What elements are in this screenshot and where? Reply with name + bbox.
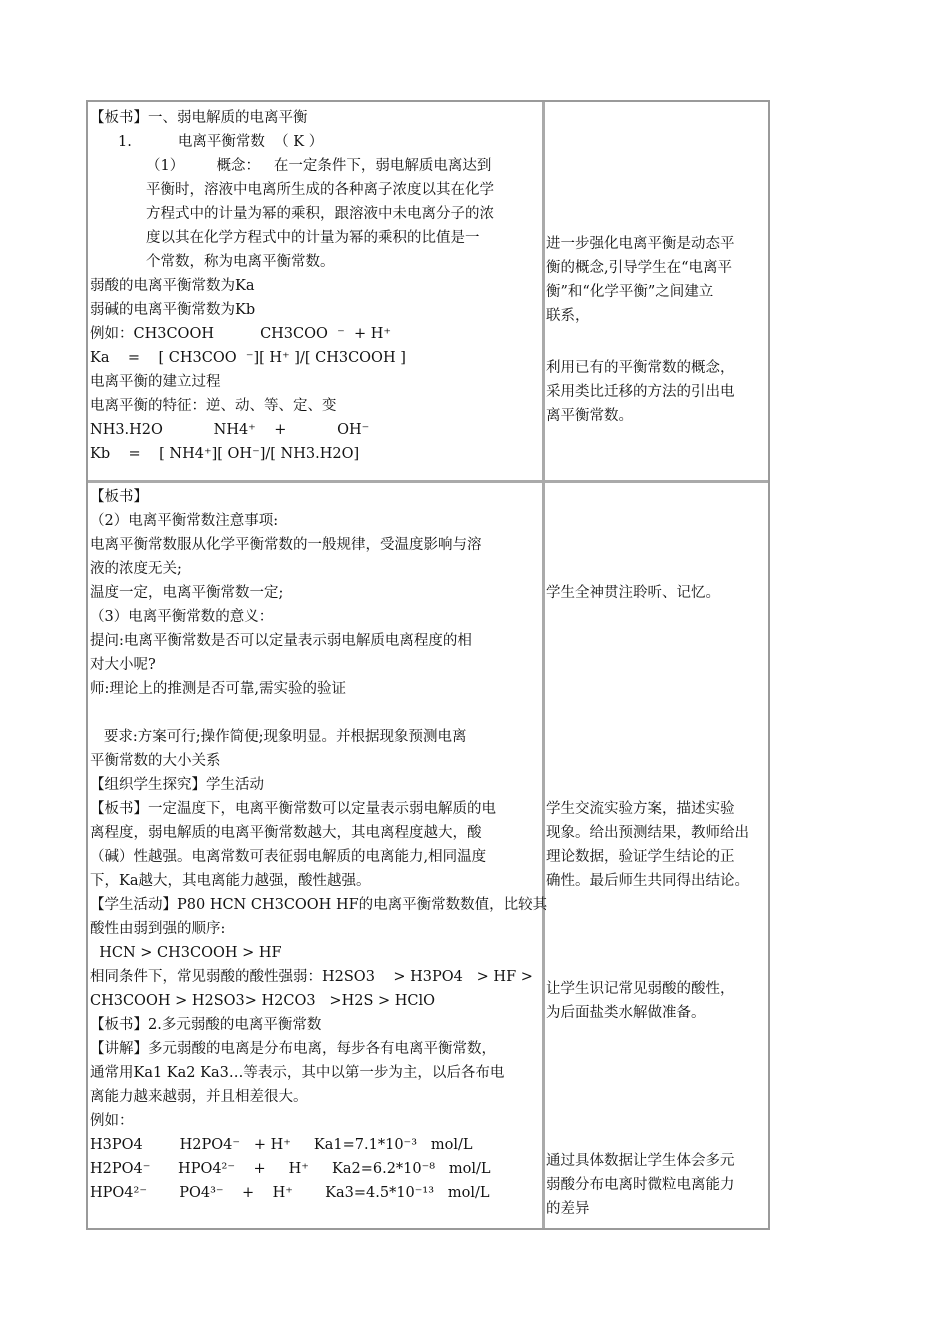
s1-right-line: 进一步强化电离平衡是动态平 [546,236,735,252]
s1-left-line: 【板书】一、弱电解质的电离平衡 [90,110,308,126]
s2-left-line: 【板书】2.多元弱酸的电离平衡常数 [90,1017,322,1033]
s1-right-line: 利用已有的平衡常数的概念， [546,360,735,376]
column-divider [542,102,545,1228]
s1-left-line: 弱酸的电离平衡常数为Ka [90,278,255,294]
s2-right-line: 的差异 [546,1201,590,1217]
s2-left-line: H3PO4 H2PO4⁻ + H⁺ Ka1=7.1*10⁻³ mol/L [90,1137,473,1153]
s2-left-line: 例如： [90,1113,134,1129]
s2-left-line: 离能力越来越弱，并且相差很大。 [90,1089,308,1105]
s2-right-line: 让学生识记常见弱酸的酸性， [546,981,735,997]
s1-left-line: 方程式中的计量为幂的乘积，跟溶液中未电离分子的浓 [146,206,494,222]
s1-right-line: 采用类比迁移的方法的引出电 [546,384,735,400]
s2-left-line: 【板书】一定温度下，电离平衡常数可以定量表示弱电解质的电 [90,801,496,817]
s1-right-line: 衡”和“化学平衡”之间建立 [546,284,714,300]
s2-right-line: 为后面盐类水解做准备。 [546,1005,706,1021]
s1-right-line: 联系， [546,308,590,324]
s2-right-line: 理论数据，验证学生结论的正 [546,849,735,865]
s2-left-line: 【板书】 [90,489,148,505]
s1-left-line: 电离平衡的特征：逆、动、等、定、变 [90,398,337,414]
s2-left-line: 【讲解】多元弱酸的电离是分布电离，每步各有电离平衡常数， [90,1041,496,1057]
s1-right-line: 衡的概念,引导学生在“电离平 [546,260,733,276]
s1-left-line: 度以其在化学方程式中的计量为幂的乘积的比值是一 [146,230,480,246]
s2-right-line: 学生交流实验方案，描述实验 [546,801,735,817]
lesson-table [86,100,770,1230]
s1-left-line: 例如：CH3COOH CH3COO ⁻ + H⁺ [90,326,392,342]
s2-right-line: 确性。最后师生共同得出结论。 [546,873,749,889]
s2-left-line: （碱）性越强。电离常数可表征弱电解质的电离能力,相同温度 [90,849,487,865]
s2-left-line: 酸性由弱到强的顺序: [90,921,226,937]
s2-left-line: 电离平衡常数服从化学平衡常数的一般规律，受温度影响与溶 [90,537,482,553]
s2-left-line: 液的浓度无关; [90,561,182,577]
s2-left-line: 要求:方案可行;操作简便;现象明显。并根据现象预测电离 [90,729,467,745]
s2-left-line: HCN > CH3COOH > HF [90,945,282,961]
s2-left-line: 平衡常数的大小关系 [90,753,221,769]
s1-left-line: 1. 电离平衡常数 （ K ） [118,134,324,150]
s1-left-line: Ka = [ CH3COO ⁻][ H⁺ ]/[ CH3COOH ] [90,350,406,366]
s2-left-line: 温度一定，电离平衡常数一定; [90,585,284,601]
s2-left-line: （3）电离平衡常数的意义： [90,609,274,625]
s1-left-line: （1） 概念： 在一定条件下，弱电解质电离达到 [146,158,492,174]
s1-left-line: Kb = [ NH4⁺][ OH⁻]/[ NH3.H2O] [90,446,360,462]
s2-left-line: 下，Ka越大，其电离能力越强，酸性越强。 [90,873,371,889]
s2-right-line: 现象。给出预测结果，教师给出 [546,825,749,841]
s1-right-line: 离平衡常数。 [546,408,633,424]
s2-left-line: 【组织学生探究】学生活动 [90,777,264,793]
s1-left-line: 电离平衡的建立过程 [90,374,221,390]
row-divider [88,480,768,483]
s2-left-line: 【学生活动】P80 HCN CH3COOH HF的电离平衡常数数值，比较其 [90,897,548,913]
s2-right-note: 学生全神贯注聆听、记忆。 [546,585,720,601]
s2-left-line: 通常用Ka1 Ka2 Ka3…等表示，其中以第一步为主，以后各布电 [90,1065,505,1081]
s2-left-line: H2PO4⁻ HPO4²⁻ + H⁺ Ka2=6.2*10⁻⁸ mol/L [90,1161,491,1177]
s2-right-line: 弱酸分布电离时微粒电离能力 [546,1177,735,1193]
s2-left-line: 提问:电离平衡常数是否可以定量表示弱电解质电离程度的相 [90,633,472,649]
s1-left-line: NH3.H2O NH4⁺ + OH⁻ [90,422,370,438]
s2-left-line: CH3COOH > H2SO3> H2CO3 >H2S > HClO [90,993,436,1009]
s1-left-line: 弱碱的电离平衡常数为Kb [90,302,256,318]
s2-right-line: 通过具体数据让学生体会多元 [546,1153,735,1169]
s2-left-line: 师:理论上的推测是否可靠,需实验的验证 [90,681,346,697]
s2-left-line: 对大小呢? [90,657,156,673]
s2-left-line: （2）电离平衡常数注意事项: [90,513,279,529]
s2-left-line: HPO4²⁻ PO4³⁻ + H⁺ Ka3=4.5*10⁻¹³ mol/L [90,1185,490,1201]
s1-left-line: 个常数，称为电离平衡常数。 [146,254,335,270]
s2-left-line: 离程度，弱电解质的电离平衡常数越大，其电离程度越大，酸 [90,825,482,841]
s2-left-line: 相同条件下，常见弱酸的酸性强弱：H2SO3 > H3PO4 > HF > [90,969,533,985]
s1-left-line: 平衡时，溶液中电离所生成的各种离子浓度以其在化学 [146,182,494,198]
